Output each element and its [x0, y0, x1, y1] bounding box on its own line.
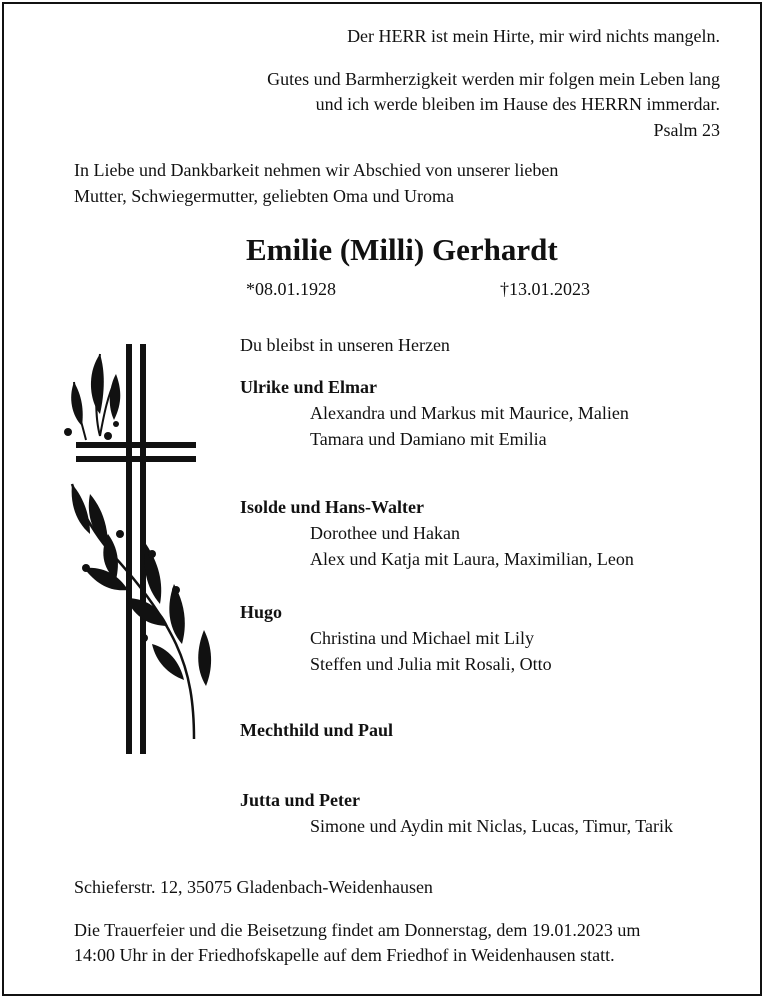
family-head: Isolde und Hans-Walter [240, 497, 425, 517]
address: Schieferstr. 12, 35075 Gladenbach-Weidenhausen [74, 877, 433, 897]
family-member: Christina und Michael mit Lily [310, 628, 534, 648]
motto: Du bleibst in unseren Herzen [240, 335, 450, 355]
death-date: †13.01.2023 [500, 279, 590, 299]
family-member: Alex und Katja mit Laura, Maximilian, Leon [310, 549, 634, 569]
intro-line-1: In Liebe und Dankbarkeit nehmen wir Abschied von unserer lieben [74, 160, 559, 180]
obituary-frame [2, 2, 762, 996]
psalm-line-2: Gutes und Barmherzigkeit werden mir folgen mein Leben lang [267, 69, 720, 89]
family-member: Tamara und Damiano mit Emilia [310, 429, 547, 449]
funeral-info-line-1: Die Trauerfeier und die Beisetzung findet am Donnerstag, dem 19.01.2023 um [74, 920, 641, 940]
deceased-name: Emilie (Milli) Gerhardt [246, 232, 558, 267]
family-member: Dorothee und Hakan [310, 523, 460, 543]
psalm-reference: Psalm 23 [653, 120, 720, 140]
family-member: Alexandra und Markus mit Maurice, Malien [310, 403, 629, 423]
cross-with-olive-branch-icon [56, 344, 216, 754]
birth-date: *08.01.1928 [246, 279, 336, 299]
psalm-line-3: und ich werde bleiben im Hause des HERRN immerdar. [315, 94, 720, 114]
family-member: Simone und Aydin mit Niclas, Lucas, Timur, Tarik [310, 816, 674, 836]
intro-line-2: Mutter, Schwiegermutter, geliebten Oma und Uroma [74, 186, 454, 206]
family-head: Ulrike und Elmar [240, 377, 378, 397]
family-head: Hugo [240, 602, 283, 622]
psalm-line-1: Der HERR ist mein Hirte, mir wird nichts mangeln. [347, 26, 720, 46]
family-head: Mechthild und Paul [240, 720, 394, 740]
funeral-info-line-2: 14:00 Uhr in der Friedhofskapelle auf dem Friedhof in Weidenhausen statt. [74, 945, 615, 965]
family-head: Jutta und Peter [240, 790, 360, 810]
family-member: Steffen und Julia mit Rosali, Otto [310, 654, 552, 674]
